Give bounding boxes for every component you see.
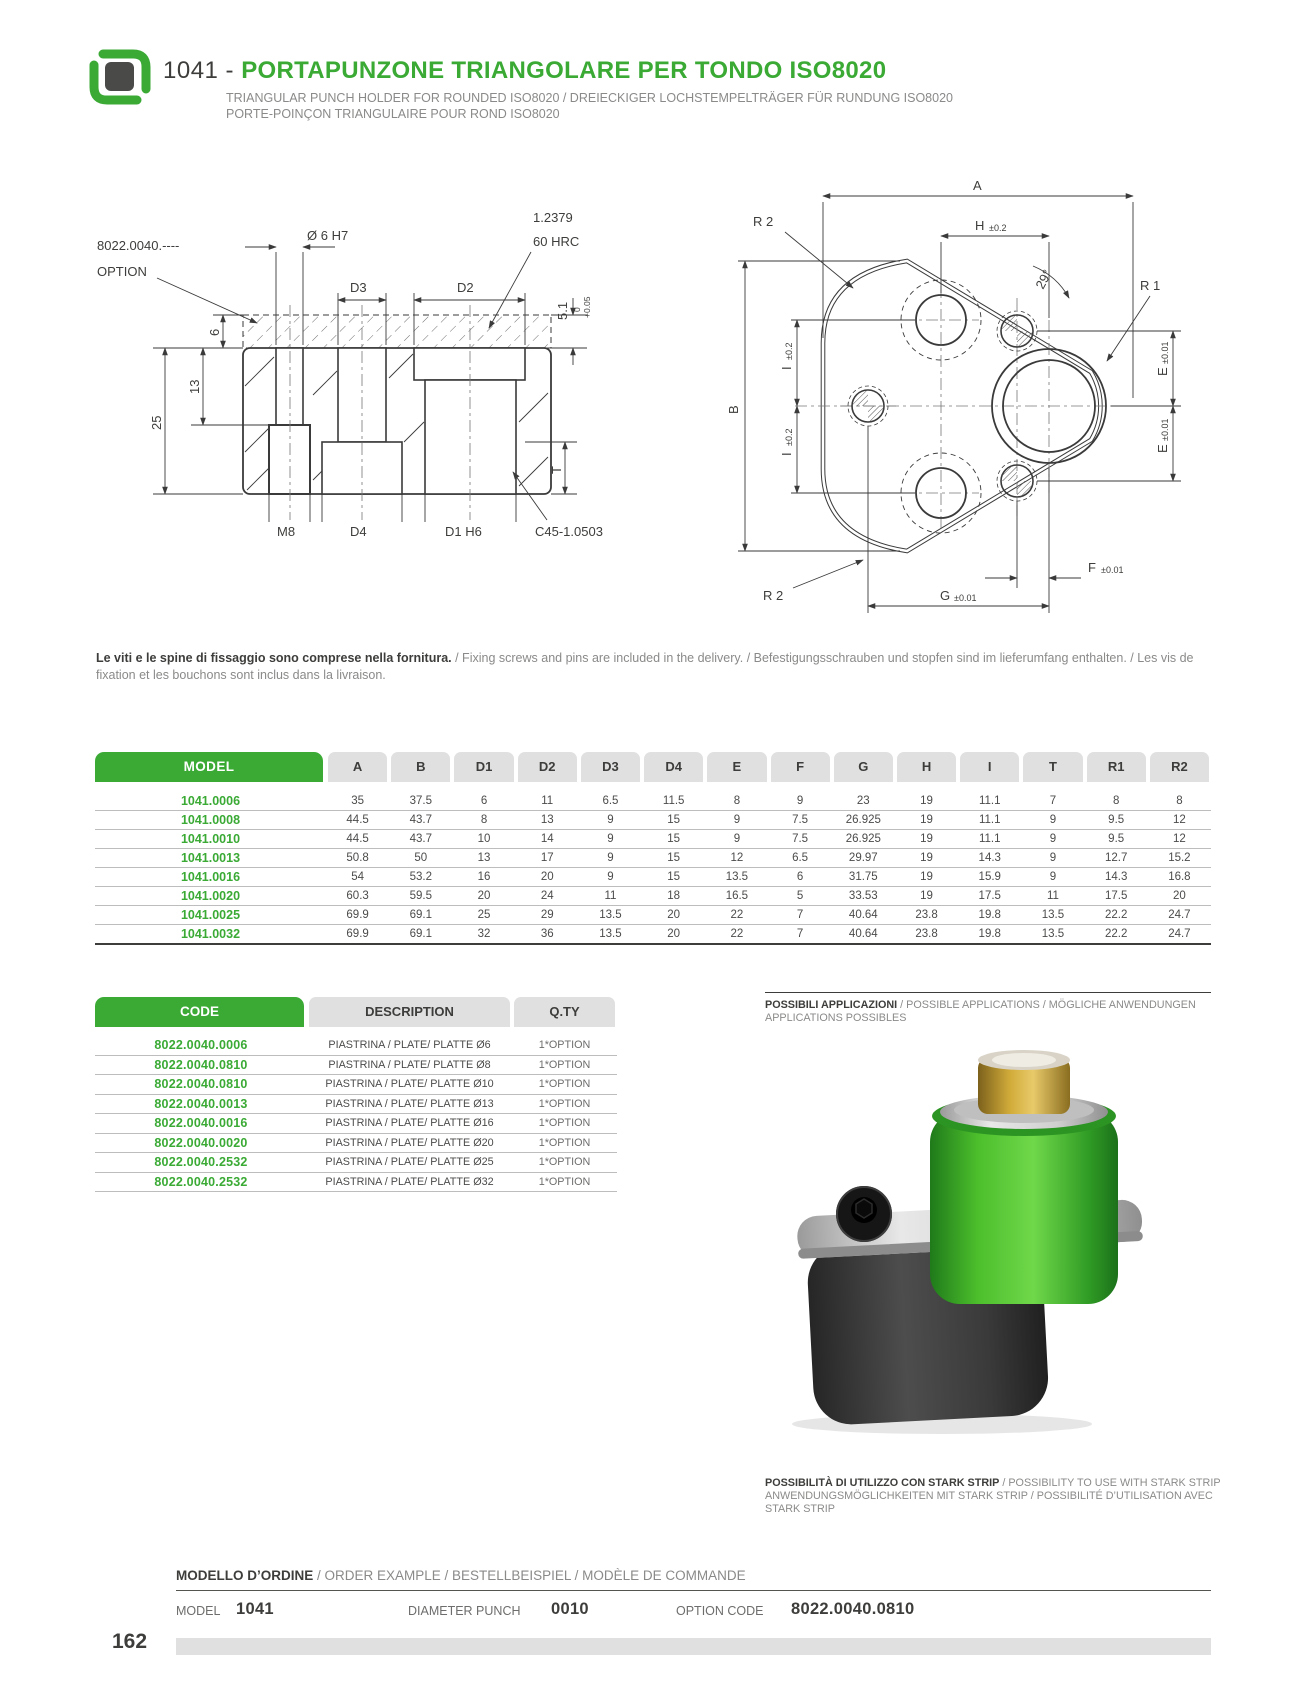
value-cell: 20 — [1172, 890, 1186, 902]
dim-label-g: G — [940, 588, 951, 603]
dim-label-6: 6 — [207, 328, 222, 336]
dim-label-d4: D4 — [350, 524, 367, 539]
value-cell: 40.64 — [848, 928, 878, 940]
value-cell: 19 — [920, 871, 933, 883]
column-header-b: B — [391, 752, 450, 782]
value-cell: 15 — [667, 871, 681, 883]
value-cell: 22.2 — [1104, 928, 1128, 940]
order-field-model-value: 1041 — [236, 1600, 274, 1618]
applications-heading-bold: POSSIBILI APPLICAZIONI — [765, 999, 898, 1011]
column-header-g: G — [834, 752, 893, 782]
value-cell: 69.9 — [346, 928, 369, 940]
qty-cell: 1*OPTION — [538, 1175, 591, 1188]
dim-label-d1: D1 H6 — [445, 524, 482, 539]
dim-label-option: OPTION — [97, 264, 147, 279]
value-cell: 23.8 — [915, 928, 938, 940]
dimensions-table-body — [95, 792, 1211, 945]
value-cell: 6.5 — [792, 852, 809, 864]
applications-divider — [765, 992, 1211, 993]
dim-label-option-code: 8022.0040.---- — [97, 238, 180, 253]
dim-label-e-bot: E — [1155, 444, 1170, 453]
model-cell: 1041.0006 — [180, 794, 241, 808]
value-cell: 9 — [733, 814, 741, 826]
dim-label-hardness: 60 HRC — [533, 234, 580, 249]
value-cell: 8 — [733, 795, 741, 807]
model-cell: 1041.0008 — [180, 813, 241, 827]
model-cell: 1041.0016 — [180, 870, 241, 884]
options-table-body — [95, 1036, 617, 1192]
dim-label-r2-bottom: R 2 — [763, 588, 784, 603]
table-row — [95, 925, 1211, 945]
dim-tol-h: ±0.2 — [989, 223, 1007, 233]
dim-label-i-top: I — [779, 366, 794, 370]
value-cell: 35 — [351, 795, 364, 807]
value-cell: 9 — [1049, 814, 1057, 826]
value-cell: 7.5 — [792, 833, 809, 845]
model-cell: 1041.0025 — [180, 908, 241, 922]
column-header-d3: D3 — [581, 752, 640, 782]
table-row — [95, 906, 1211, 925]
dim-label-angle: 29° — [1032, 266, 1055, 292]
code-cell: 8022.0040.0810 — [154, 1077, 248, 1092]
value-cell: 22.2 — [1104, 909, 1128, 921]
dim-label-d3: D3 — [350, 280, 367, 295]
table-row — [95, 849, 1211, 868]
column-header-h: H — [897, 752, 956, 782]
value-cell: 32 — [477, 928, 491, 940]
value-cell: 9 — [733, 833, 741, 845]
code-cell: 8022.0040.0016 — [154, 1116, 248, 1131]
footer-bar — [176, 1638, 1211, 1655]
value-cell: 13.5 — [599, 928, 622, 940]
value-cell: 5 — [796, 890, 804, 902]
value-cell: 23 — [856, 795, 870, 807]
dim-label-m8: M8 — [277, 524, 296, 539]
value-cell: 69.1 — [409, 909, 432, 921]
value-cell: 26.925 — [845, 833, 881, 845]
value-cell: 13.5 — [725, 871, 749, 883]
model-code: 1041 - — [163, 57, 242, 84]
value-cell: 29 — [540, 909, 554, 921]
dim-label-i-bot: I — [779, 452, 794, 456]
value-cell: 36 — [540, 928, 554, 940]
column-header-a: A — [328, 752, 387, 782]
value-cell: 11.1 — [978, 814, 1001, 826]
top-view-drawing — [645, 148, 1205, 623]
subtitle-en-de: TRIANGULAR PUNCH HOLDER FOR ROUNDED ISO8020 / DREIECKIGER LOCHSTEMPELTRÄGER FÜR RUNDUNG ISO8020 — [226, 91, 953, 105]
value-cell: 26.925 — [845, 814, 881, 826]
stark-caption-bold: POSSIBILITÀ DI UTILIZZO CON STARK STRIP — [765, 1477, 1000, 1489]
dimensions-table — [95, 752, 1211, 945]
table-row — [95, 868, 1211, 887]
value-cell: 9 — [607, 814, 614, 826]
qty-cell: 1*OPTION — [538, 1117, 591, 1130]
dim-label-25: 25 — [149, 415, 164, 430]
table-row — [95, 1114, 617, 1134]
value-cell: 12 — [1172, 814, 1186, 826]
dim-label-dia6: Ø 6 H7 — [307, 228, 349, 243]
value-cell: 14 — [540, 833, 554, 845]
options-table — [95, 997, 617, 1192]
description-cell: PIASTRINA / PLATE/ PLATTE Ø16 — [325, 1117, 494, 1130]
order-example-rule — [176, 1590, 1211, 1591]
dim-label-d2: D2 — [457, 280, 474, 295]
value-cell: 59.5 — [409, 890, 432, 902]
value-cell: 15.2 — [1168, 852, 1191, 864]
value-cell: 40.64 — [848, 909, 878, 921]
dim-label-steel: 1.2379 — [533, 210, 573, 225]
table-row — [95, 1173, 617, 1193]
value-cell: 11 — [541, 795, 554, 807]
subtitle-fr: PORTE-POINÇON TRIANGULAIRE POUR ROND ISO8020 — [226, 107, 560, 121]
value-cell: 37.5 — [409, 795, 432, 807]
value-cell: 6 — [480, 795, 488, 807]
value-cell: 12.7 — [1104, 852, 1128, 864]
value-cell: 7.5 — [792, 814, 809, 826]
model-cell: 1041.0013 — [180, 851, 241, 865]
value-cell: 8 — [480, 814, 488, 826]
dim-tol-i-bot: ±0.2 — [784, 428, 794, 446]
value-cell: 9 — [1049, 852, 1057, 864]
dim-label-f: F — [1088, 560, 1096, 575]
value-cell: 22 — [730, 909, 744, 921]
description-cell: PIASTRINA / PLATE/ PLATTE Ø20 — [325, 1136, 494, 1149]
dim-label-a: A — [973, 178, 982, 193]
value-cell: 9.5 — [1108, 833, 1125, 845]
table-row — [95, 887, 1211, 906]
order-example-heading-bold: MODELLO D’ORDINE — [176, 1568, 314, 1583]
applications-heading — [765, 999, 1211, 1025]
delivery-note-rest: / Fixing screws and pins are included in the delivery. / Befestigungsschrauben und stopfen sind im lieferumfang enthalten. / Les vis de fixation et les bouchons sont inclus dans la livraison. — [96, 651, 1194, 682]
order-field-punch-label: DIAMETER PUNCH — [408, 1604, 521, 1618]
page-number: 162 — [112, 1630, 148, 1653]
dim-tol-g: ±0.01 — [954, 593, 977, 603]
order-example-fields — [176, 1600, 1211, 1624]
table-row — [95, 792, 1211, 811]
code-cell: 8022.0040.2532 — [154, 1155, 248, 1170]
value-cell: 11.5 — [662, 795, 685, 807]
value-cell: 19 — [920, 890, 933, 902]
description-cell: PIASTRINA / PLATE/ PLATTE Ø32 — [325, 1175, 494, 1188]
qty-cell: 1*OPTION — [538, 1097, 591, 1110]
value-cell: 15 — [667, 852, 681, 864]
value-cell: 69.9 — [346, 909, 369, 921]
value-cell: 7 — [796, 928, 804, 940]
page-title — [163, 57, 886, 85]
value-cell: 6 — [796, 871, 804, 883]
applications-heading-rest: / POSSIBLE APPLICATIONS / MÖGLICHE ANWENDUNGEN — [897, 999, 1196, 1011]
value-cell: 14.3 — [1104, 871, 1128, 883]
value-cell: 16 — [477, 871, 491, 883]
value-cell: 25 — [477, 909, 491, 921]
dim-label-material: C45-1.0503 — [535, 524, 603, 539]
table-row — [95, 1134, 617, 1154]
value-cell: 12 — [1172, 833, 1186, 845]
column-header-code: CODE — [95, 997, 304, 1027]
value-cell: 44.5 — [346, 814, 369, 826]
value-cell: 11.1 — [978, 795, 1001, 807]
dimensions-table-header — [95, 752, 1211, 782]
dim-label-e-top: E — [1155, 367, 1170, 376]
value-cell: 24.7 — [1168, 928, 1191, 940]
dim-label-13: 13 — [187, 379, 202, 394]
value-cell: 44.5 — [346, 833, 369, 845]
value-cell: 13.5 — [599, 909, 622, 921]
value-cell: 9 — [796, 795, 804, 807]
value-cell: 31.75 — [848, 871, 878, 883]
value-cell: 69.1 — [409, 928, 432, 940]
product-title: PORTAPUNZONE TRIANGOLARE PER TONDO ISO8020 — [241, 57, 887, 84]
description-cell: PIASTRINA / PLATE/ PLATTE Ø25 — [325, 1156, 494, 1169]
order-field-model-label: MODEL — [176, 1604, 221, 1618]
column-header-d1: D1 — [454, 752, 513, 782]
value-cell: 54 — [351, 871, 364, 883]
value-cell: 13.5 — [1041, 909, 1065, 921]
value-cell: 12 — [730, 852, 744, 864]
dim-label-t: T — [549, 466, 564, 474]
value-cell: 23.8 — [915, 909, 938, 921]
value-cell: 19 — [920, 852, 933, 864]
stark-strip-caption — [765, 1477, 1225, 1516]
column-header-model: MODEL — [95, 752, 323, 782]
value-cell: 43.7 — [409, 814, 432, 826]
delivery-note-bold: Le viti e le spine di fissaggio sono comprese nella fornitura. — [96, 651, 452, 665]
value-cell: 17.5 — [1104, 890, 1128, 902]
stark-caption-line2: ANWENDUNGSMÖGLICHKEITEN MIT STARK STRIP / POSSIBILITÉ D’UTILISATION AVEC STARK STRIP — [765, 1490, 1213, 1515]
value-cell: 50.8 — [346, 852, 369, 864]
model-cell: 1041.0010 — [180, 832, 241, 846]
product-photo — [772, 1042, 1208, 1440]
column-header-d2: D2 — [518, 752, 577, 782]
value-cell: 9 — [1049, 871, 1057, 883]
value-cell: 19 — [920, 795, 933, 807]
code-cell: 8022.0040.0013 — [154, 1096, 248, 1111]
order-field-option-value: 8022.0040.0810 — [791, 1600, 915, 1618]
column-header-r2: R2 — [1150, 752, 1209, 782]
table-row — [95, 1153, 617, 1173]
value-cell: 17.5 — [978, 890, 1001, 902]
value-cell: 6.5 — [602, 795, 619, 807]
code-cell: 8022.0040.0006 — [154, 1038, 248, 1053]
dim-label-r2-top: R 2 — [753, 214, 774, 229]
description-cell: PIASTRINA / PLATE/ PLATTE Ø10 — [325, 1078, 494, 1091]
value-cell: 22 — [730, 928, 744, 940]
column-header-t: T — [1023, 752, 1082, 782]
dim-tol-e-bot: ±0.01 — [1160, 418, 1170, 441]
value-cell: 33.53 — [848, 890, 878, 902]
value-cell: 20 — [667, 909, 681, 921]
options-table-header — [95, 997, 617, 1027]
value-cell: 20 — [667, 928, 681, 940]
qty-cell: 1*OPTION — [538, 1136, 591, 1149]
value-cell: 19 — [920, 814, 933, 826]
value-cell: 9 — [607, 852, 614, 864]
table-row — [95, 1095, 617, 1115]
column-header-qty: Q.TY — [514, 997, 615, 1027]
value-cell: 11.1 — [978, 833, 1001, 845]
value-cell: 13 — [540, 814, 554, 826]
value-cell: 13 — [477, 852, 491, 864]
model-cell: 1041.0020 — [180, 889, 241, 903]
order-field-punch-value: 0010 — [551, 1600, 589, 1618]
dim-label-r1: R 1 — [1140, 278, 1161, 293]
value-cell: 60.3 — [346, 890, 369, 902]
dim-tol-f: ±0.01 — [1101, 565, 1124, 575]
value-cell: 18 — [667, 890, 681, 902]
qty-cell: 1*OPTION — [538, 1156, 591, 1169]
value-cell: 15.9 — [978, 871, 1001, 883]
value-cell: 7 — [796, 909, 804, 921]
qty-cell: 1*OPTION — [538, 1039, 591, 1052]
value-cell: 53.2 — [409, 871, 432, 883]
value-cell: 15 — [667, 833, 681, 845]
value-cell: 9 — [1049, 833, 1057, 845]
value-cell: 19.8 — [978, 909, 1001, 921]
order-example-heading — [176, 1568, 746, 1583]
value-cell: 16.8 — [1168, 871, 1191, 883]
table-row — [95, 1036, 617, 1056]
value-cell: 20 — [540, 871, 554, 883]
value-cell: 11 — [1046, 890, 1059, 902]
value-cell: 19.8 — [978, 928, 1001, 940]
table-row — [95, 1075, 617, 1095]
value-cell: 9.5 — [1108, 814, 1125, 826]
description-cell: PIASTRINA / PLATE/ PLATTE Ø8 — [328, 1058, 491, 1071]
model-cell: 1041.0032 — [180, 927, 241, 941]
description-cell: PIASTRINA / PLATE/ PLATTE Ø6 — [328, 1039, 491, 1052]
order-field-option-label: OPTION CODE — [676, 1604, 764, 1618]
brand-logo-icon — [88, 48, 152, 106]
code-cell: 8022.0040.0020 — [154, 1135, 248, 1150]
dim-tol-i-top: ±0.2 — [784, 342, 794, 360]
qty-cell: 1*OPTION — [538, 1058, 591, 1071]
stark-caption-rest: / POSSIBILITY TO USE WITH STARK STRIP — [999, 1477, 1221, 1489]
column-header-description: DESCRIPTION — [309, 997, 510, 1027]
table-row — [95, 1056, 617, 1076]
value-cell: 11 — [604, 890, 617, 902]
value-cell: 8 — [1112, 795, 1120, 807]
value-cell: 17 — [540, 852, 554, 864]
code-cell: 8022.0040.0810 — [154, 1057, 248, 1072]
value-cell: 13.5 — [1041, 928, 1065, 940]
value-cell: 19 — [920, 833, 933, 845]
value-cell: 15 — [667, 814, 681, 826]
value-cell: 29.97 — [848, 852, 878, 864]
column-header-d4: D4 — [644, 752, 703, 782]
column-header-r1: R1 — [1087, 752, 1146, 782]
dim-tol-e-top: ±0.01 — [1160, 341, 1170, 364]
value-cell: 50 — [414, 852, 428, 864]
value-cell: 9 — [607, 833, 614, 845]
section-view-drawing — [95, 190, 640, 540]
value-cell: 10 — [477, 833, 491, 845]
dim-label-h: H — [975, 218, 985, 233]
value-cell: 16.5 — [725, 890, 749, 902]
value-cell: 20 — [477, 890, 491, 902]
order-example-heading-rest: / ORDER EXAMPLE / BESTELLBEISPIEL / MODÈLE DE COMMANDE — [313, 1568, 746, 1583]
value-cell: 7 — [1049, 795, 1057, 807]
description-cell: PIASTRINA / PLATE/ PLATTE Ø13 — [325, 1097, 494, 1110]
value-cell: 9 — [607, 871, 614, 883]
table-row — [95, 830, 1211, 849]
value-cell: 43.7 — [409, 833, 432, 845]
value-cell: 24.7 — [1168, 909, 1191, 921]
table-row — [95, 811, 1211, 830]
qty-cell: 1*OPTION — [538, 1078, 591, 1091]
delivery-note — [96, 650, 1211, 684]
column-header-i: I — [960, 752, 1019, 782]
value-cell: 14.3 — [978, 852, 1001, 864]
dim-label-b: B — [726, 405, 741, 414]
dim-tol-zero: 0 — [572, 307, 582, 312]
dim-tol-plus: +0.05 — [582, 296, 592, 318]
applications-heading-line2: APPLICATIONS POSSIBLES — [765, 1012, 907, 1024]
code-cell: 8022.0040.2532 — [154, 1174, 248, 1189]
value-cell: 24 — [540, 890, 554, 902]
value-cell: 8 — [1176, 795, 1183, 807]
column-header-e: E — [707, 752, 766, 782]
column-header-f: F — [771, 752, 830, 782]
dim-label-5-1: 5.1 — [555, 301, 570, 320]
